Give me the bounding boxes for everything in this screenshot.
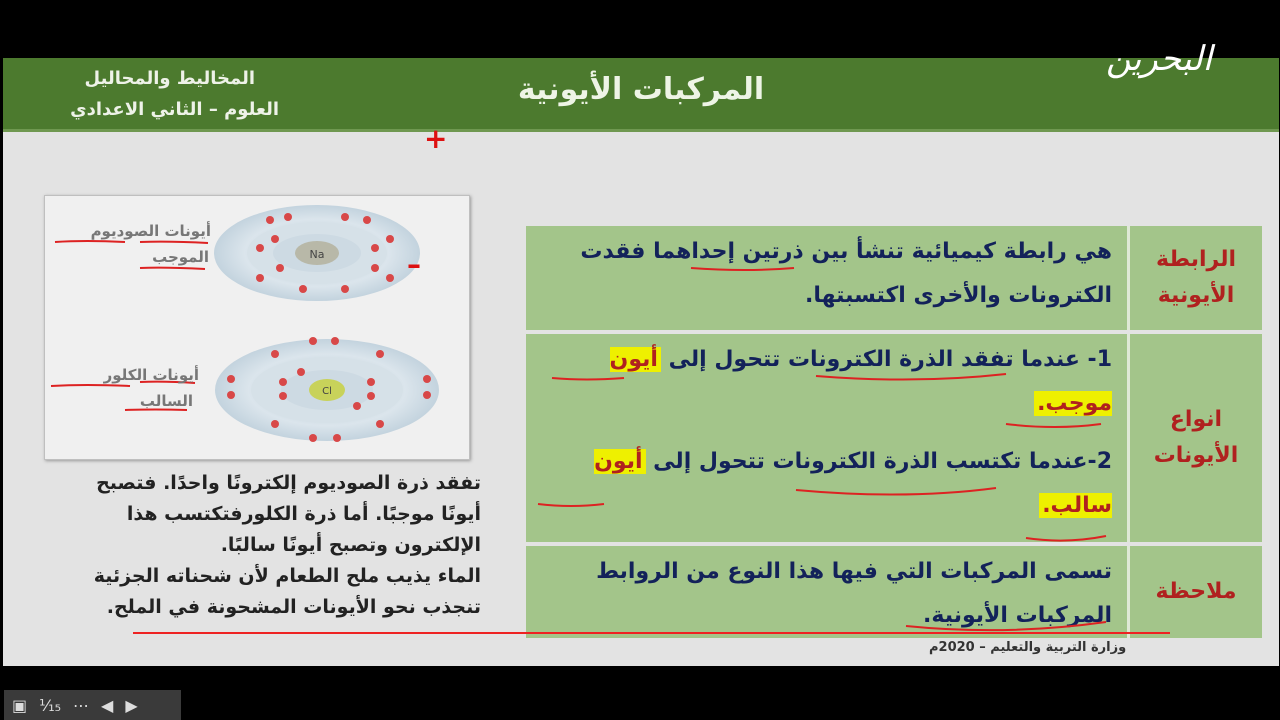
footer-credit: وزارة التربية والتعليم – 2020م — [929, 640, 1127, 655]
negative-ion-term: أيون سالب. — [594, 449, 1112, 518]
description-line: تفقد ذرة الصوديوم إلكترونًا واحدًا. فتصبح — [96, 472, 481, 494]
slide-header — [3, 58, 1279, 132]
more-options-icon[interactable]: ⋯ — [73, 695, 90, 715]
row-header-note: ملاحظة — [1127, 546, 1262, 638]
concept-table — [526, 226, 1262, 638]
page-indicator[interactable]: ¹⁄₁₅ — [39, 695, 62, 715]
ion-types-content — [526, 334, 1124, 542]
plus-sign: + — [424, 122, 448, 155]
annotation-underlines — [51, 241, 208, 410]
chlorine-ion-charge-label: السالب — [139, 392, 193, 410]
footer-separator — [133, 632, 1170, 634]
description-line: الإلكترون وتصبح أيونًا سالبًا. — [220, 534, 481, 556]
description-line: أيونًا موجبًا. أما ذرة الكلورفتكتسب هذا — [126, 503, 481, 525]
sodium-ion-charge-label: الموجب — [152, 248, 209, 266]
note-content: تسمى المركبات التي فيها هذا النوع من الروابط المركبات الأيونية. — [596, 559, 1112, 628]
positive-ion-rule: 1- عندما تفقد الذرة الكترونات تتحول إلى — [668, 347, 1112, 372]
minus-sign: – — [407, 248, 421, 281]
chlorine-ion-label: أيونات الكلور — [103, 366, 199, 384]
row-header-ion-types: انواع الأيونات — [1127, 334, 1262, 542]
sodium-atom — [214, 205, 420, 301]
course-title: العلوم – الثاني الاعدادي — [70, 99, 279, 120]
description-line: الماء يذيب ملح الطعام لأن شحناته الجزئية — [93, 565, 481, 587]
sodium-symbol: Na — [309, 248, 325, 261]
negative-ion-rule: 2-عندما تكتسب الذرة الكترونات تتحول إلى — [653, 449, 1112, 474]
table-row — [526, 334, 1262, 542]
slide-menu-icon[interactable]: ▣ — [12, 695, 28, 715]
atom-diagram-panel — [44, 195, 470, 460]
atom-description — [63, 468, 481, 623]
sodium-ion-label: أيونات الصوديوم — [90, 222, 211, 240]
positive-ion-term: أيون موجب. — [609, 347, 1112, 416]
next-slide-icon[interactable]: ▶ — [125, 695, 138, 715]
presentation-controls — [4, 690, 181, 720]
table-row — [526, 546, 1262, 638]
slide-title: المركبات الأيونية — [517, 72, 765, 107]
row-header-ionic-bond: الرابطة الأيونية — [1127, 226, 1262, 330]
previous-slide-icon[interactable]: ◀ — [101, 695, 114, 715]
slide — [3, 58, 1279, 666]
description-line: تنجذب نحو الأيونات المشحونة في الملح. — [106, 596, 481, 618]
bahrain-tv-logo: البحرين — [1105, 39, 1213, 79]
unit-title: المخاليط والمحاليل — [84, 68, 255, 89]
chlorine-atom — [215, 337, 439, 442]
table-row — [526, 226, 1262, 330]
ionic-bond-definition: هي رابطة كيميائية تنشأ بين ذرتين إحداهما فقدت الكترونات والأخرى اكتسبتها. — [580, 239, 1112, 308]
chlorine-symbol: Cl — [322, 386, 332, 397]
